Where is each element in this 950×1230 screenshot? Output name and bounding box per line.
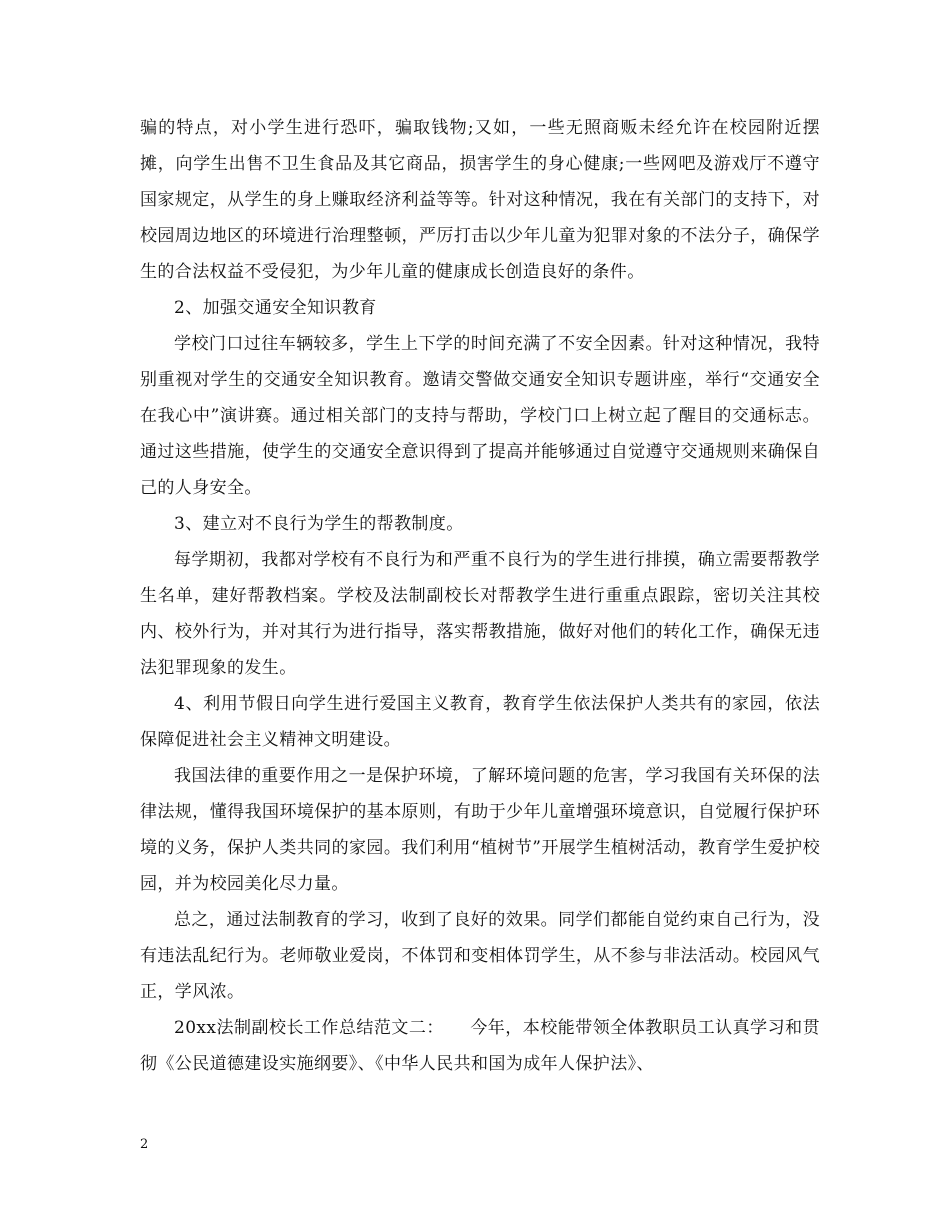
heading-patriotic-education: 4、利用节假日向学生进行爱国主义教育，教育学生依法保护人类共有的家园，依法保障促进社会主义精神文明建设。 [140,694,820,750]
paragraph-traffic-safety: 学校门口过往车辆较多，学生上下学的时间充满了不安全因素。针对这种情况，我特别重视对学生的交通安全知识教育。邀请交警做交通安全知识专题讲座，举行“交通安全在我心中”演讲赛。通过相关部门的支持与帮助，学校门口上树立起了醒目的交通标志。通过这些措施，使学生的交通安全意识得到了提高并能够通过自觉遵守交通规则来确保自己的人身安全。 [140,334,820,498]
paragraph-mentoring-system: 每学期初，我都对学校有不良行为和严重不良行为的学生进行排摸，确立需要帮教学生名单，建好帮教档案。学校及法制副校长对帮教学生进行重重点跟踪，密切关注其校内、校外行为，并对其行为进行指导，落实帮教措施，做好对他们的转化工作，确保无违法犯罪现象的发生。 [140,550,820,678]
heading-traffic-safety: 2、加强交通安全知识教育 [174,298,377,318]
document-body [140,110,820,1082]
heading-mentoring-system: 3、建立对不良行为学生的帮教制度。 [174,514,464,534]
paragraph-conclusion: 总之，通过法制教育的学习，收到了良好的效果。同学们都能自觉约束自己行为，没有违法乱纪行为。老师敬业爱岗，不体罚和变相体罚学生，从不参与非法活动。校园风气正，学风浓。 [140,910,820,1002]
page-number: 2 [140,1137,149,1152]
paragraph-campus-environment: 骗的特点，对小学生进行恐吓，骗取钱物;又如，一些无照商贩未经允许在校园附近摆摊，向学生出售不卫生食品及其它商品，损害学生的身心健康;一些网吧及游戏厅不遵守国家规定，从学生的身上赚取经济利益等等。针对这种情况，我在有关部门的支持下，对校园周边地区的环境进行治理整顿，严厉打击以少年儿童为犯罪对象的不法分子，确保学生的合法权益不受侵犯，为少年儿童的健康成长创造良好的条件。 [140,118,820,282]
paragraph-environment-law: 我国法律的重要作用之一是保护环境，了解环境问题的危害，学习我国有关环保的法律法规，懂得我国环境保护的基本原则，有助于少年儿童增强环境意识，自觉履行保护环境的义务，保护人类共同的家园。我们利用“植树节”开展学生植树活动，教育学生爱护校园，并为校园美化尽力量。 [140,766,820,894]
paragraph-second-sample: 20xx法制副校长工作总结范文二： 今年，本校能带领全体教职员工认真学习和贯彻《公民道德建设实施纲要》、《中华人民共和国为成年人保护法》、 [140,1018,820,1074]
